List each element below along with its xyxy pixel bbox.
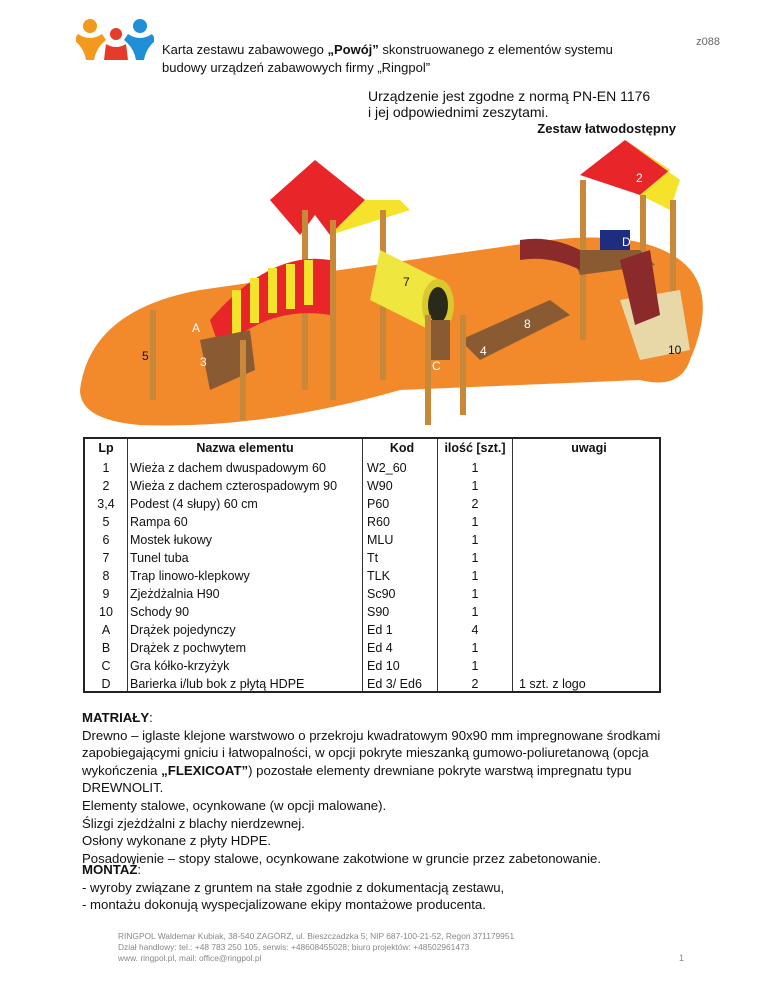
cell-uwagi — [513, 655, 661, 673]
cell-lp: 3,4 — [84, 493, 128, 511]
cell-lp: 5 — [84, 511, 128, 529]
materials-heading: MATRIAŁY — [82, 710, 150, 725]
flexicoat-text: „FLEXICOAT” — [161, 762, 249, 778]
cell-lp: 2 — [84, 475, 128, 493]
elements-table — [83, 437, 661, 693]
table-row — [84, 529, 660, 547]
cell-lp: B — [84, 637, 128, 655]
materials-p1-end: ) pozostałe elementy drewniane pokryte warstwą impregnatu typu DREWNOLIT. — [82, 762, 632, 796]
cell-lp: 6 — [84, 529, 128, 547]
cell-name: Wieża z dachem czterospadowym 90 — [130, 479, 338, 493]
svg-text:8: 8 — [524, 317, 531, 331]
cell-name: Drążek pojedynczy — [130, 623, 236, 637]
header-name: Nazwa elementu — [196, 441, 294, 455]
svg-text:D: D — [622, 235, 631, 249]
materials-paragraph-5: Posadowienie – stopy stalowe, ocynkowane zakotwione w gruncie przez zabetonowanie. — [82, 850, 602, 866]
svg-text:1: 1 — [405, 177, 412, 191]
cell-name: Rampa 60 — [130, 515, 188, 529]
cell-lp: C — [84, 655, 128, 673]
cell-ilosc: 1 — [438, 601, 513, 619]
title-prefix: Karta zestawu zabawowego — [162, 42, 328, 57]
norm-line-1: Urządzenie jest zgodne z normą PN-EN 1176 — [368, 88, 651, 104]
materials-section: MATRIAŁY: Drewno – iglaste klejone warstwowo o przekroju kwadratowym 90x90 mm impregnowane środkami zapobiegającymi gniciu i łatwopalności, w opcji pokryte mieszanką gumowo-poliuretanową (opcja wykończenia „FLEXICOAT”) pozostałe elementy drewniane pokryte warstwą impregnatu typu DREWNOLIT. Elementy stalowe, ocynkowane (w opcji malowane). Ślizgi zjeżdżalni z blachy nierdzewnej. Osłony wykonane z płyty HDPE. Posadowienie – stopy stalowe, ocynkowane zakotwione w gruncie przez zabetonowanie. — [82, 709, 694, 867]
header-kod: Kod — [363, 438, 438, 457]
svg-text:2: 2 — [636, 171, 643, 185]
title-line-1 — [162, 42, 613, 57]
page-number: 1 — [678, 953, 684, 963]
cell-kod: TLK — [363, 565, 438, 583]
cell-kod: Ed 1 — [363, 619, 438, 637]
table-row — [84, 637, 660, 655]
cell-ilosc: 1 — [438, 565, 513, 583]
svg-text:7: 7 — [403, 275, 410, 289]
table-row — [84, 601, 660, 619]
svg-text:4: 4 — [480, 344, 487, 358]
cell-uwagi — [513, 529, 661, 547]
montaz-section: MONTAŻ: - wyroby związane z gruntem na stałe zgodnie z dokumentacją zestawu, - montażu dokonują wyspecjalizowane ekipy montażowe producenta. — [82, 861, 694, 914]
cell-lp: A — [84, 619, 128, 637]
cell-kod: S90 — [363, 601, 438, 619]
cell-uwagi — [513, 493, 661, 511]
cell-uwagi — [513, 637, 661, 655]
header-uwagi: uwagi — [571, 441, 607, 455]
cell-kod: Ed 3/ Ed6 — [363, 673, 438, 692]
ringpol-logo — [76, 14, 154, 70]
cell-kod: P60 — [363, 493, 438, 511]
cell-ilosc: 1 — [438, 475, 513, 493]
cell-kod: Tt — [363, 547, 438, 565]
norm-line-2: i jej odpowiednimi zeszytami. — [368, 104, 549, 120]
cell-name: Zjeżdżalnia H90 — [130, 587, 220, 601]
montaz-heading: MONTAŻ — [82, 862, 138, 877]
cell-name: Gra kółko-krzyżyk — [130, 659, 230, 673]
footer-line-2: Dział handlowy: tel.: +48 783 250 105, serwis: +48608455028; biuro projektów: +48502961473 — [118, 942, 470, 952]
cell-kod: R60 — [363, 511, 438, 529]
cell-uwagi — [513, 601, 661, 619]
cell-ilosc: 2 — [438, 673, 513, 692]
cell-uwagi — [513, 511, 661, 529]
svg-text:B: B — [362, 236, 371, 250]
svg-text:5: 5 — [142, 349, 149, 363]
cell-name: Schody 90 — [130, 605, 190, 619]
table-row — [84, 547, 660, 565]
set-name: „Powój” — [327, 42, 379, 57]
cell-lp: 9 — [84, 583, 128, 601]
table-row — [84, 619, 660, 637]
cell-name: Wieża z dachem dwuspadowym 60 — [130, 461, 326, 475]
playground-illustration — [80, 140, 710, 430]
cell-ilosc: 1 — [438, 457, 513, 475]
table-row — [84, 583, 660, 601]
cell-kod: Sc90 — [363, 583, 438, 601]
footer-line-3: www. ringpol.pl, mail: office@ringpol.pl — [118, 953, 262, 963]
cell-kod: W90 — [363, 475, 438, 493]
montaz-paragraph-1: - wyroby związane z gruntem na stałe zgodnie z dokumentacją zestawu, — [82, 879, 505, 895]
cell-lp: 10 — [84, 601, 128, 619]
cell-uwagi — [513, 547, 661, 565]
table-row — [84, 565, 660, 583]
table-header-row — [84, 438, 660, 457]
svg-text:6: 6 — [265, 241, 272, 255]
cell-uwagi — [513, 475, 661, 493]
cell-uwagi — [513, 457, 661, 475]
accessible-label: Zestaw łatwodostępny — [537, 121, 676, 136]
cell-kod: W2_60 — [363, 457, 438, 475]
cell-lp: 1 — [84, 457, 128, 475]
header-ilosc: ilość [szt.] — [438, 438, 513, 457]
cell-ilosc: 1 — [438, 583, 513, 601]
materials-paragraph-3: Ślizgi zjeżdżalni z blachy nierdzewnej. — [82, 815, 305, 831]
cell-name: Tunel tuba — [130, 551, 189, 565]
footer — [118, 931, 514, 964]
table-row — [84, 475, 660, 493]
cell-name: Trap linowo-klepkowy — [130, 569, 250, 583]
table-row — [84, 493, 660, 511]
table-row — [84, 673, 660, 692]
svg-text:3: 3 — [200, 355, 207, 369]
cell-lp: 7 — [84, 547, 128, 565]
materials-p1-text: Drewno – iglaste klejone warstwowo o przekroju kwadratowym 90x90 mm impregnowane środkami zapobiegającymi gniciu i łatwopalności, w opcji pokryte mieszanką gumowo-poliuretanową (opcja wykończenia — [82, 727, 661, 778]
cell-ilosc: 1 — [438, 511, 513, 529]
cell-ilosc: 1 — [438, 637, 513, 655]
cell-name: Barierka i/lub bok z płytą HDPE — [130, 677, 305, 691]
footer-line-1: RINGPOL Waldemar Kubiak, 38-540 ZAGÓRZ, ul. Bieszczadzka 5; NIP 687-100-21-52, Regon 371179951 — [118, 931, 515, 941]
header-lp: Lp — [84, 438, 128, 457]
cell-ilosc: 4 — [438, 619, 513, 637]
montaz-paragraph-2: - montażu dokonują wyspecjalizowane ekipy montażowe producenta. — [82, 897, 486, 913]
cell-lp: D — [84, 673, 128, 692]
cell-uwagi — [513, 619, 661, 637]
svg-text:9: 9 — [489, 237, 496, 251]
cell-ilosc: 1 — [438, 529, 513, 547]
table-row — [84, 511, 660, 529]
cell-ilosc: 1 — [438, 547, 513, 565]
svg-text:A: A — [192, 321, 201, 335]
title-line-2: budowy urządzeń zabawowych firmy „Ringpol” — [162, 60, 431, 75]
cell-name: Mostek łukowy — [130, 533, 212, 547]
cell-ilosc: 2 — [438, 493, 513, 511]
cell-uwagi — [513, 583, 661, 601]
cell-uwagi: 1 szt. z logo — [519, 677, 586, 691]
cell-kod: Ed 10 — [363, 655, 438, 673]
cell-ilosc: 1 — [438, 655, 513, 673]
cell-kod: Ed 4 — [363, 637, 438, 655]
cell-uwagi — [513, 565, 661, 583]
table-row — [84, 655, 660, 673]
table-row — [84, 457, 660, 475]
materials-paragraph-1 — [82, 727, 694, 797]
cell-name: Podest (4 słupy) 60 cm — [130, 497, 258, 511]
title-suffix: skonstruowanego z elementów systemu — [378, 42, 613, 57]
svg-text:C: C — [432, 359, 441, 373]
materials-paragraph-4: Osłony wykonane z płyty HDPE. — [82, 833, 272, 849]
cell-kod: MLU — [363, 529, 438, 547]
cell-lp: 8 — [84, 565, 128, 583]
cell-name: Drążek z pochwytem — [130, 641, 247, 655]
svg-text:10: 10 — [668, 343, 682, 357]
materials-paragraph-2: Elementy stalowe, ocynkowane (w opcji malowane). — [82, 797, 387, 813]
product-code: z088 — [696, 36, 720, 48]
